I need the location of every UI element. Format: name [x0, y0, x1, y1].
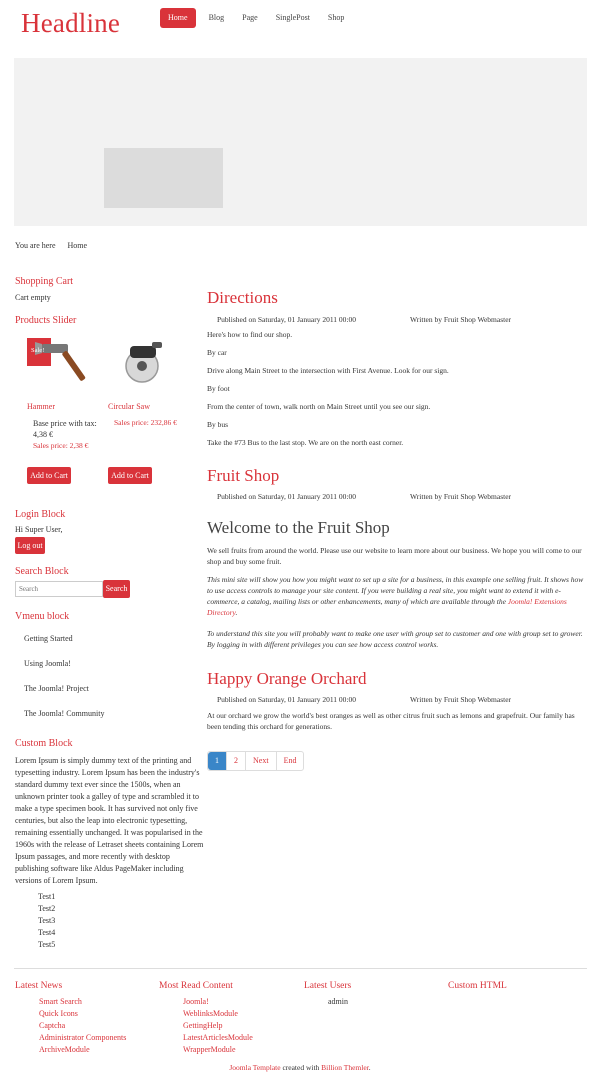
search-input[interactable]: Search — [15, 581, 103, 597]
fruitshop-published-date: Published on Saturday, 01 January 2011 00:00 — [217, 492, 357, 501]
products-slider-title: Products Slider — [15, 315, 77, 326]
test-item-1: Test1 — [38, 892, 56, 901]
custom-block-title: Custom Block — [15, 738, 73, 749]
test-item-2: Test2 — [38, 904, 56, 913]
breadcrumb — [15, 241, 99, 250]
hammer-base-price: Base price with tax: 4,38 € — [33, 419, 97, 439]
main-nav — [160, 8, 353, 28]
fruitshop-heading: Welcome to the Fruit Shop — [207, 518, 390, 537]
page-1-button[interactable]: 1 — [208, 752, 226, 770]
pagination — [207, 751, 304, 771]
fruitshop-paragraph-1: We sell fruits from around the world. Please use our website to learn more about our business. We hope you will come to our shop and buy some fruit. — [207, 546, 582, 566]
credits-middle-text: created with — [280, 1063, 322, 1072]
circular-saw-image[interactable] — [118, 338, 170, 386]
latest-user-item: admin — [328, 997, 348, 1006]
most-read-item[interactable]: LatestArticlesModule — [183, 1033, 253, 1042]
directions-author: Written by Fruit Shop Webmaster — [410, 315, 512, 324]
search-button[interactable]: Search — [103, 580, 130, 598]
breadcrumb-current: Home — [67, 241, 88, 250]
directions-line-1: Here's how to find our shop. — [207, 330, 293, 339]
add-to-cart-saw-button[interactable]: Add to Cart — [108, 467, 152, 484]
hammer-image[interactable] — [27, 338, 95, 390]
custom-html-title: Custom HTML — [448, 981, 507, 991]
directions-line-4: By foot — [207, 384, 230, 393]
site-logo[interactable]: Headline — [21, 8, 121, 38]
product-name-circular-saw[interactable]: Circular Saw — [108, 402, 150, 411]
fruitshop-paragraph-3: To understand this site you will probably want to make one user with group set to customer and one with group set to grower. By logging in with different privileges you can see how access control works. — [207, 629, 583, 649]
article-title-happy-orange-orchard[interactable]: Happy Orange Orchard — [207, 669, 367, 688]
login-greeting: Hi Super User, — [15, 525, 63, 534]
breadcrumb-prefix: You are here — [15, 241, 56, 250]
add-to-cart-hammer-button[interactable]: Add to Cart — [27, 467, 71, 484]
header-banner — [14, 58, 587, 226]
latest-news-title: Latest News — [15, 981, 63, 991]
billion-themler-link[interactable]: Billion Themler — [321, 1063, 369, 1072]
product-name-hammer[interactable]: Hammer — [27, 402, 55, 411]
shopping-cart-title: Shopping Cart — [15, 276, 74, 287]
article-title-fruit-shop[interactable]: Fruit Shop — [207, 466, 280, 485]
directions-line-7: Take the #73 Bus to the last stop. We are on the north east corner. — [207, 438, 404, 447]
most-read-item[interactable]: GettingHelp — [183, 1021, 223, 1030]
vmenu-item-getting-started[interactable]: Getting Started — [24, 634, 73, 643]
fruitshop-author: Written by Fruit Shop Webmaster — [410, 492, 512, 501]
directions-line-3: Drive along Main Street to the intersection with First Avenue. Look for our sign. — [207, 366, 449, 375]
latest-news-item[interactable]: Captcha — [39, 1021, 66, 1030]
page-2-button[interactable]: 2 — [226, 752, 245, 770]
test-item-4: Test4 — [38, 928, 56, 937]
custom-block-text: Lorem Ipsum is simply dummy text of the printing and typesetting industry. Lorem Ipsum has been the industry's standard dummy text ever since the 1500s, when an unknown printer took a galley of type and scrambled it to make a type specimen book. It has survived not only five centuries, but also the leap into electronic typesetting, remaining essentially unchanged. It was popularised in the 1960s with the release of Letraset sheets containing Lorem Ipsum passages, and more recently with desktop publishing software like Aldus PageMaker including versions of Lorem Ipsum. — [15, 756, 204, 885]
test-item-5: Test5 — [38, 940, 56, 949]
joomla-extensions-directory-link[interactable]: Joomla! Extensions Directory — [207, 597, 567, 617]
directions-line-2: By car — [207, 348, 227, 357]
latest-users-title: Latest Users — [304, 981, 352, 991]
orchard-published-date: Published on Saturday, 01 January 2011 00:00 — [217, 695, 357, 704]
circular-saw-sales-price: Sales price: 232,86 € — [114, 418, 177, 427]
directions-line-6: By bus — [207, 420, 229, 429]
latest-news-item[interactable]: Quick Icons — [39, 1009, 78, 1018]
vmenu-block-title: Vmenu block — [15, 611, 70, 622]
latest-news-item[interactable]: Administrator Components — [39, 1033, 127, 1042]
directions-line-5: From the center of town, walk north on Main Street until you see our sign. — [207, 402, 431, 411]
vmenu-item-using-joomla[interactable]: Using Joomla! — [24, 659, 71, 668]
circular-saw-icon — [118, 338, 170, 386]
most-read-item[interactable]: WrapperModule — [183, 1045, 236, 1054]
footer-credits — [0, 1063, 600, 1072]
page-next-button[interactable]: Next — [245, 752, 276, 770]
vmenu-item-joomla-project[interactable]: The Joomla! Project — [24, 684, 89, 693]
hammer-icon — [27, 338, 95, 390]
latest-news-item[interactable]: Smart Search — [39, 997, 82, 1006]
vmenu-item-joomla-community[interactable]: The Joomla! Community — [24, 709, 105, 718]
joomla-template-link[interactable]: Joomla Template — [229, 1063, 281, 1072]
logout-button[interactable]: Log out — [15, 537, 45, 554]
nav-blog[interactable]: Blog — [208, 13, 225, 22]
directions-published-date: Published on Saturday, 01 January 2011 00:00 — [217, 315, 357, 324]
nav-page[interactable]: Page — [242, 13, 258, 22]
orchard-paragraph-1: At our orchard we grow the world's best oranges as well as other citrus fruit such as lemons and grapefruit. Our family has been tending this orchard for generations. — [207, 711, 575, 731]
nav-home[interactable]: Home — [160, 8, 196, 28]
latest-news-item[interactable]: ArchiveModule — [39, 1045, 90, 1054]
banner-image-placeholder — [104, 148, 223, 208]
footer-divider — [14, 968, 587, 969]
fruitshop-paragraph-2 — [207, 574, 587, 618]
most-read-title: Most Read Content — [159, 981, 233, 991]
search-block-title: Search Block — [15, 566, 69, 577]
test-item-3: Test3 — [38, 916, 56, 925]
article-title-directions[interactable]: Directions — [207, 288, 278, 307]
nav-singlepost[interactable]: SinglePost — [275, 13, 310, 22]
fruitshop-paragraph-2-end: . — [235, 608, 238, 617]
login-block-title: Login Block — [15, 509, 66, 520]
orchard-author: Written by Fruit Shop Webmaster — [410, 695, 512, 704]
fruitshop-paragraph-2-text: This mini site will show you how you might want to set up a site for a business, in this example one selling fruit. It shows how to use access controls to manage your site content. If you were building a real site, you might want to extend it with e-commerce, a catalog, mailing lists or other enhancements, many of which are available through the — [207, 575, 584, 606]
credits-end-text: . — [368, 1063, 371, 1072]
cart-status: Cart empty — [15, 293, 51, 302]
page-end-button[interactable]: End — [276, 752, 304, 770]
most-read-item[interactable]: WeblinksModule — [183, 1009, 238, 1018]
sale-badge: Sale! — [31, 347, 45, 354]
hammer-sales-price: Sales price: 2,38 € — [33, 441, 89, 450]
nav-shop[interactable]: Shop — [327, 13, 345, 22]
most-read-item[interactable]: Joomla! — [183, 997, 209, 1006]
